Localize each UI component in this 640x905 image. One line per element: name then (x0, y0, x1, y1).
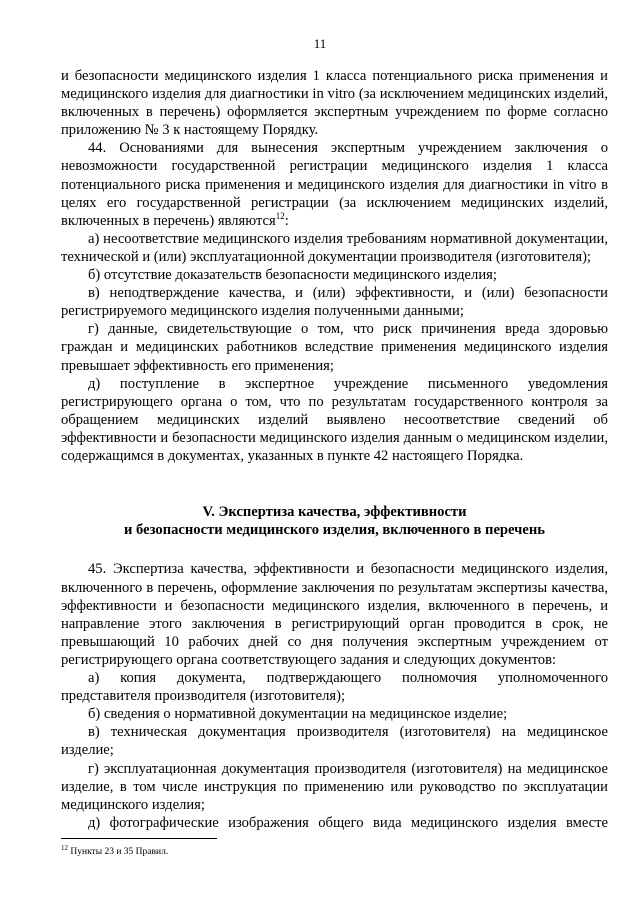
list-item-a: а) копия документа, подтверждающего полномочия уполномоченного представителя производителя (изготовителя); (61, 670, 608, 705)
list-item-v: в) неподтверждение качества, и (или) эффективности, и (или) безопасности регистрируемого медицинского изделия полученными данными; (61, 285, 608, 320)
section-heading-line-1: V. Экспертиза качества, эффективности (202, 504, 467, 521)
section-heading-line-2: и безопасности медицинского изделия, включенного в перечень (124, 522, 545, 539)
list-item-a: а) несоответствие медицинского изделия требованиям нормативной документации, технической и (или) эксплуатационной документации производителя (изготовителя); (61, 230, 608, 265)
list-item-d: д) фотографические изображения общего вида медицинского изделия вместе (88, 814, 608, 831)
paragraph-45: 45. Экспертиза качества, эффективности и безопасности медицинского изделия, включенного в перечень, оформление заключения по результатам экспертизы качества, эффективности и безопасности медицинского изделия, включенного в перечень, и направление этого заключения в регистрирующий орган проводится в срок, не превышающий 10 рабочих дней со дня получения экспертным учреждением от регистрирующего органа соответствующего задания и следующих документов: (61, 561, 608, 668)
footnote (61, 843, 601, 858)
list-item-b: б) сведения о нормативной документации на медицинское изделие; (88, 706, 508, 723)
list-item-b: б) отсутствие доказательств безопасности медицинского изделия; (88, 267, 497, 284)
list-item-g: г) данные, свидетельствующие о том, что риск причинения вреда здоровью граждан и медицинских работников вследствие применения медицинского изделия превышает эффективность его применения; (61, 321, 608, 374)
list-item-g: г) эксплуатационная документация производителя (изготовителя) на медицинское изделие, в том числе инструкция по применению или руководство по эксплуатации медицинского изделия; (61, 760, 608, 813)
paragraph-44 (61, 139, 608, 229)
section-heading (61, 503, 608, 539)
paragraph-continuation: и безопасности медицинского изделия 1 класса потенциального риска применения и медицинского изделия для диагностики in vitro (за исключением медицинских изделий, включенных в перечень) оформляется экспертным учреждением по форме согласно приложению № 3 к настоящему Порядку. (61, 68, 608, 139)
list-item-d: д) поступление в экспертное учреждение письменного уведомления регистрирующего органа о том, что по результатам государственного контроля за обращением медицинских изделий выявлено несоответствие сведений об эффективности и безопасности медицинского изделия данным о медицинском изделии, содержащимся в документах, указанных в пункте 42 настоящего Порядка. (61, 375, 608, 464)
footnote-reference[interactable]: 12 (275, 210, 285, 221)
paragraph-44-tail: : (284, 212, 289, 229)
footnote-number: 12 (61, 843, 68, 852)
list-item-v: в) техническая документация производителя (изготовителя) на медицинское изделие; (61, 724, 608, 759)
paragraph-44-text: 44. Основаниями для вынесения экспертным учреждением заключения о невозможности государственной регистрации медицинского изделия 1 класса потенциального риска применения и медицинского изделия для диагностики in vitro в целях его государственной регистрации (за исключением медицинских изделий, включенных в перечень) являются (61, 140, 608, 229)
footnote-divider (61, 838, 217, 839)
document-body (61, 67, 608, 832)
footnote-text: Пункты 23 и 35 Правил. (70, 847, 169, 857)
page-number: 11 (313, 36, 327, 51)
